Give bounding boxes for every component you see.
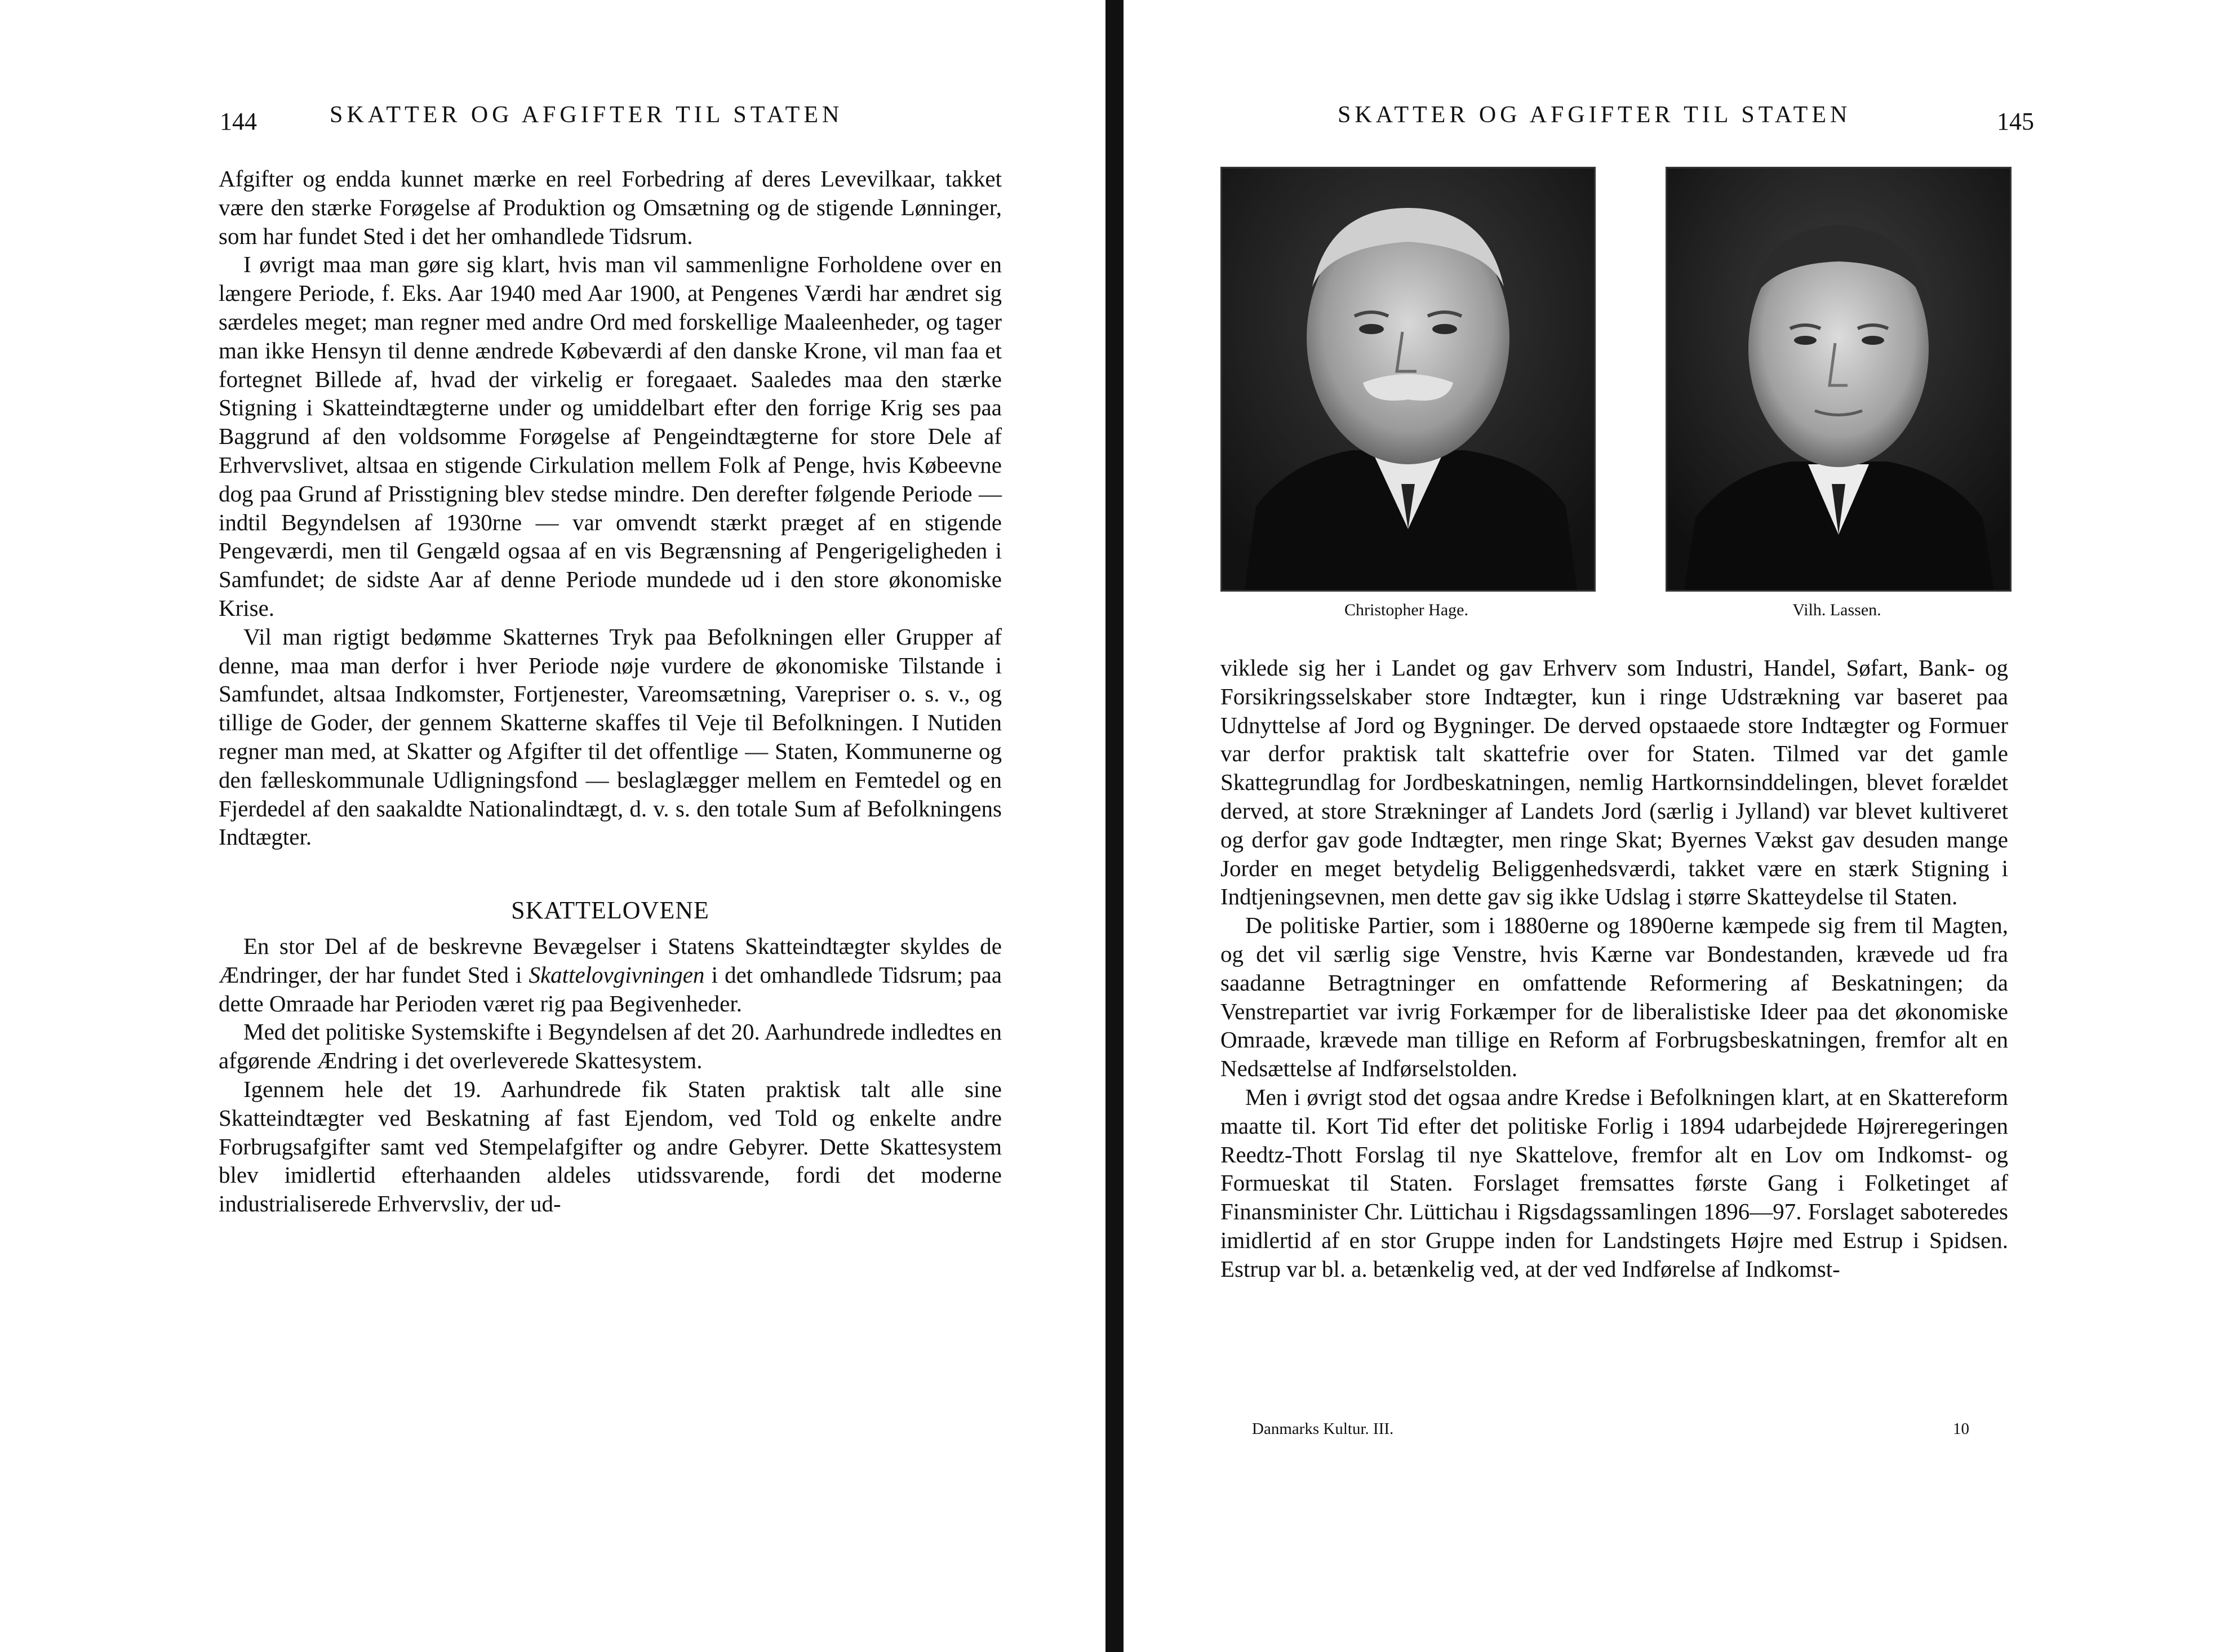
right-paragraph-2: De politiske Partier, som i 1880erne og 1890erne kæmpede sig frem til Magten, og det vil særlig sige Venstre, hvis Kærne var Bondestanden, krævede ud fra saadanne Betragtninger en omfattende Reformering af Beskatningen; da Venstrepartiet var ivrig Forkæmper for de liberalistiske Ideer paa det økonomiske Omraade, krævede man tillige en Reform af Forbrugsbeskatningen, fremfor alt en Nedsættelse af Indførselstolden.: [1220, 912, 2008, 1082]
right-paragraph-3: Men i øvrigt stod det ogsaa andre Kredse i Befolkningen klart, at en Skattereform maatte til. Kort Tid efter det politiske Forlig i 1894 udarbejdede Højreregeringen Reedtz-Thott Forslag til nye Skattelove, fremfor alt en Lov om Indkomst- og Formueskat til Staten. Forslaget fremsattes første Gang i Folketinget af Finansminister Chr. Lüttichau i Rigsdagssamlingen 1896—97. Forslaget saboteredes imidlertid af en stor Gruppe inden for Landstingets Højre med Estrup i Spidsen. Estrup var bl. a. betænkelig ved, at der ved Indførelse af Indkomst-: [1220, 1083, 2008, 1282]
left-paragraph-4-start: En stor Del af de beskrevne Bevægelser i Statens Skatteindtægter skyldes de Ændringer, der har fundet Sted i: [219, 932, 1002, 988]
footer-book-title: Danmarks Kultur. III.: [1252, 1420, 1394, 1438]
left-paragraph-4-italic: Skattelovgivningen: [529, 961, 705, 988]
left-page: [0, 0, 1105, 1652]
left-page-number: 144: [220, 108, 257, 135]
left-paragraph-2: I øvrigt maa man gøre sig klart, hvis man vil sammenligne Forholdene over en længere Periode, f. Eks. Aar 1940 med Aar 1900, at Pengenes Værdi har ændret sig særdeles meget; man regner med andre Ord med forskellige Maaleenheder, og tager man ikke Hensyn til denne ændrede Købeværdi af den danske Krone, vil man faa et fortegnet Billede af, hvad der virkelig er foregaaet. Saaledes maa den stærke Stigning i Skatteindtægterne under og umiddelbart efter den forrige Krig ses paa Baggrund af den voldsomme Forøgelse af Pengeindtægterne for store Dele af Erhvervslivet, altsaa en stigende Cirkulation mellem Folk af Penge, hvis Købeevne dog paa Grund af Prisstigning blev stedse mindre. Den derefter følgende Periode — indtil Begyndelsen af 1930rne — var omvendt stærkt præget af en stigende Pengeværdi, men til Gengæld ogsaa af en vis Begrænsning af Pengerigeligheden i Samfundet; de sidste Aar af denne Periode mundede ud i den store økonomiske Krise.: [219, 251, 1002, 621]
portrait-illustration-1: [1222, 168, 1594, 590]
right-paragraph-1: viklede sig her i Landet og gav Erhverv som Industri, Handel, Søfart, Bank- og Forsikringsselskaber store Indtægter, kun i ringe Udstrækning var baseret paa Udnyttelse af Jord og Bygninger. De derved opstaaede store Indtægter og Formuer var derfor praktisk talt skattefrie over for Staten. Tilmed var det gamle Skattegrundlag for Jordbeskatningen, nemlig Hartkornsinddelingen, blevet forældet derved, at store Strækninger af Landets Jord (særlig i Jylland) var blevet kultiveret og derfor gav gode Indtægter, men ringe Skat; Byernes Vækst gav desuden mange Jorder en meget betydelig Beliggenhedsværdi, takket være en stærk Stigning i Indtjeningsevnen, men dette gav sig ikke Udslag i større Skatteydelse til Staten.: [1220, 655, 2008, 910]
left-paragraph-1: Afgifter og endda kunnet mærke en reel Forbedring af deres Levevilkaar, takket være den stærke Forøgelse af Produktion og Omsætning og de stigende Lønninger, som har fundet Sted i det her omhandlede Tidsrum.: [219, 166, 1002, 249]
left-paragraph-5: Med det politiske Systemskifte i Begyndelsen af det 20. Aarhundrede indledtes en afgørende Ændring i det overleverede Skattesystem.: [219, 1019, 1002, 1074]
right-text-column: [1220, 654, 2008, 1284]
portrait-photo-christopher-hage: [1220, 167, 1596, 592]
left-paragraph-4-end: i det omhandlede Tidsrum; paa dette Omraade har Perioden været rig paa Begivenheder.: [219, 961, 1002, 1016]
left-paragraph-6: Igennem hele det 19. Aarhundrede fik Staten praktisk talt alle sine Skatteindtægter ved Beskatning af fast Ejendom, ved Told og enkelte andre Forbrugsafgifter samt ved Stempelafgifter og andre Gebyrer. Dette Skattesystem blev imidlertid efterhaanden aldeles utidssvarende, fordi det moderne industrialiserede Erhvervsliv, der ud-: [219, 1076, 1002, 1217]
portrait-photo-vilh-lassen: [1666, 167, 2012, 592]
left-paragraph-3: Vil man rigtigt bedømme Skatternes Tryk paa Befolkningen eller Grupper af denne, maa man derfor i hver Periode nøje vurdere de økonomiske Tilstande i Samfundet, altsaa Indkomster, Fortjenester, Vareomsætning, Varepriser o. s. v., og tillige de Goder, der gennem Skatterne skaffes til Veje til Befolkningen. I Nutiden regner man med, at Skatter og Afgifter til det offentlige — Staten, Kommunerne og den fælleskommunale Udligningsfond — beslaglægger mellem en Femtedel og en Fjerdedel af den saakaldte Nationalindtægt, d. v. s. den totale Sum af Befolkningens Indtægter.: [219, 623, 1002, 850]
footer-signature-number: 10: [1953, 1420, 1969, 1438]
caption-christopher-hage: Christopher Hage.: [1344, 601, 1468, 619]
left-running-head: SKATTER OG AFGIFTER TIL STATEN: [330, 102, 843, 128]
right-page: [1124, 0, 2229, 1652]
portrait-illustration-2: [1667, 168, 2010, 590]
section-heading: SKATTELOVENE: [511, 896, 709, 925]
left-text-column: [219, 165, 1002, 1218]
left-paragraph-4: [219, 932, 1002, 1018]
caption-vilh-lassen: Vilh. Lassen.: [1792, 601, 1881, 619]
right-page-number: 145: [1997, 108, 2034, 135]
book-gutter: [1105, 0, 1124, 1652]
right-running-head: SKATTER OG AFGIFTER TIL STATEN: [1338, 102, 1851, 128]
